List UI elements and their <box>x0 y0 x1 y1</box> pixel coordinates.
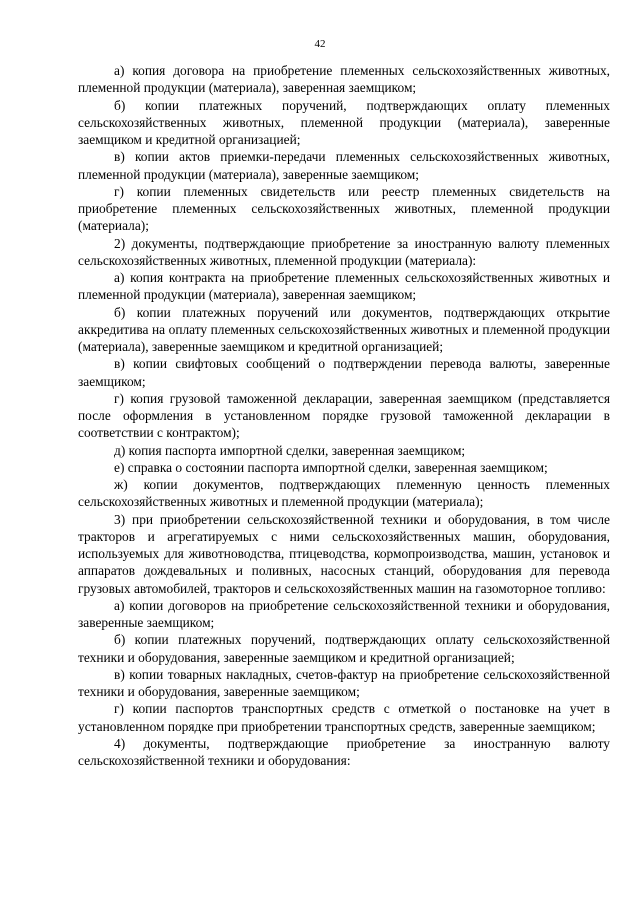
paragraph: 4) документы, подтверждающие приобретение за иностранную валюту сельскохозяйственной техники и оборудования: <box>78 735 610 768</box>
paragraph: в) копии актов приемки-передачи племенных сельскохозяйственных животных, племенной продукции (материала), заверенные заемщиком; <box>78 149 610 182</box>
paragraph: а) копия контракта на приобретение племенных сельскохозяйственных животных и племенной продукции (материала), заверенная заемщиком; <box>78 270 610 303</box>
paragraph: б) копии платежных поручений, подтверждающих оплату племенных сельскохозяйственных животных, племенной продукции (материала), заверенные заемщиком и кредитной организацией; <box>78 97 610 147</box>
paragraph: г) копии племенных свидетельств или реестр племенных свидетельств на приобретение племенных сельскохозяйственных животных, племенной продукции (материала); <box>78 183 610 234</box>
paragraph: г) копия грузовой таможенной декларации, заверенная заемщиком (представляется после оформления в установленном порядке грузовой таможенной декларации в соответствии с контрактом); <box>78 390 610 441</box>
paragraph: в) копии товарных накладных, счетов-фактур на приобретение сельскохозяйственной техники и оборудования, заверенные заемщиком; <box>78 666 610 699</box>
paragraph: 2) документы, подтверждающие приобретение за иностранную валюту племенных сельскохозяйственных животных, племенной продукции (материала): <box>78 235 610 268</box>
paragraph: б) копии платежных поручений, подтверждающих оплату сельскохозяйственной техники и оборудования, заверенные заемщиком и кредитной организацией; <box>78 632 610 665</box>
paragraph: 3) при приобретении сельскохозяйственной техники и оборудования, в том числе тракторов и агрегатируемых с ними сельскохозяйственных машин, оборудования, используемых для животноводства, птицеводства, кормопроизводства, машин, установок и аппаратов дождевальных и поливных, насосных станций, оборудования для перевода грузовых автомобилей, тракторов и сельскохозяйственных машин на газомоторное топливо: <box>78 511 610 596</box>
document-body <box>78 62 610 769</box>
page-number: 42 <box>314 38 326 50</box>
paragraph: ж) копии документов, подтверждающих племенную ценность племенных сельскохозяйственных животных и племенной продукции (материала); <box>78 477 610 510</box>
paragraph: д) копия паспорта импортной сделки, заверенная заемщиком; <box>114 442 466 458</box>
paragraph: а) копии договоров на приобретение сельскохозяйственной техники и оборудования, заверенные заемщиком; <box>78 597 610 630</box>
paragraph: в) копии свифтовых сообщений о подтверждении перевода валюты, заверенные заемщиком; <box>78 356 610 389</box>
paragraph: б) копии платежных поручений или документов, подтверждающих открытие аккредитива на оплату племенных сельскохозяйственных животных и племенной продукции (материала), заверенные заемщиком и кредитной организацией; <box>78 304 610 354</box>
paragraph: г) копии паспортов транспортных средств с отметкой о постановке на учет в установленном порядке при приобретении транспортных средств, заверенные заемщиком; <box>78 701 610 734</box>
paragraph: а) копия договора на приобретение племенных сельскохозяйственных животных, племенной продукции (материала), заверенная заемщиком; <box>78 63 610 96</box>
paragraph: е) справка о состоянии паспорта импортной сделки, заверенная заемщиком; <box>114 459 548 475</box>
